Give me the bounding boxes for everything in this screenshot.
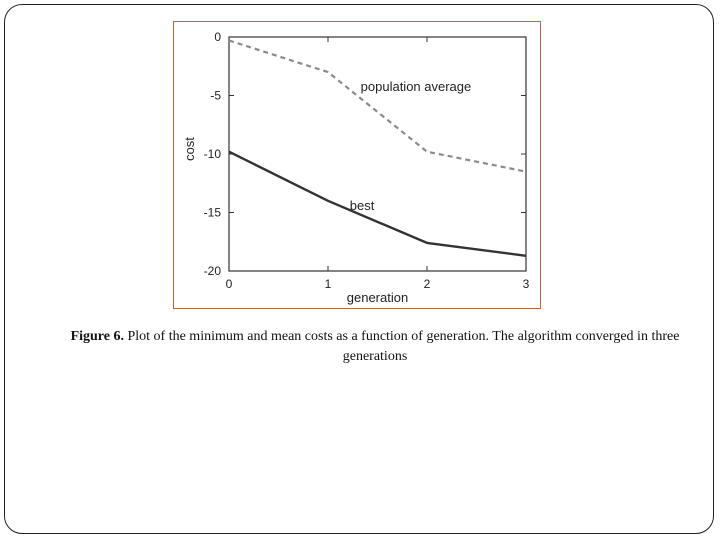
series-line-best bbox=[229, 152, 526, 256]
x-axis-label: generation bbox=[346, 290, 409, 305]
y-tick-label: -20 bbox=[203, 264, 221, 278]
figure-caption bbox=[60, 327, 690, 367]
y-tick-label: -5 bbox=[210, 88, 221, 103]
annotation-population-average: population average bbox=[360, 78, 472, 94]
y-tick-label: -10 bbox=[203, 147, 221, 161]
annotation-best: best bbox=[349, 198, 375, 214]
x-tick-label: 0 bbox=[225, 277, 233, 291]
caption-label: Figure 6. bbox=[70, 329, 124, 344]
plot-area-border bbox=[229, 37, 526, 271]
y-axis-label: cost bbox=[182, 137, 197, 161]
caption-text: Plot of the minimum and mean costs as a function of generation. The algorithm converged in three generations bbox=[123, 329, 680, 364]
x-tick-label: 2 bbox=[423, 277, 431, 291]
x-tick-label: 3 bbox=[522, 277, 530, 291]
series-line-population-average bbox=[229, 41, 526, 172]
x-tick-label: 1 bbox=[324, 277, 332, 291]
cost-chart bbox=[174, 22, 539, 307]
figure-frame bbox=[173, 21, 541, 309]
y-tick-label: -15 bbox=[203, 205, 221, 220]
y-tick-label: 0 bbox=[214, 30, 221, 44]
